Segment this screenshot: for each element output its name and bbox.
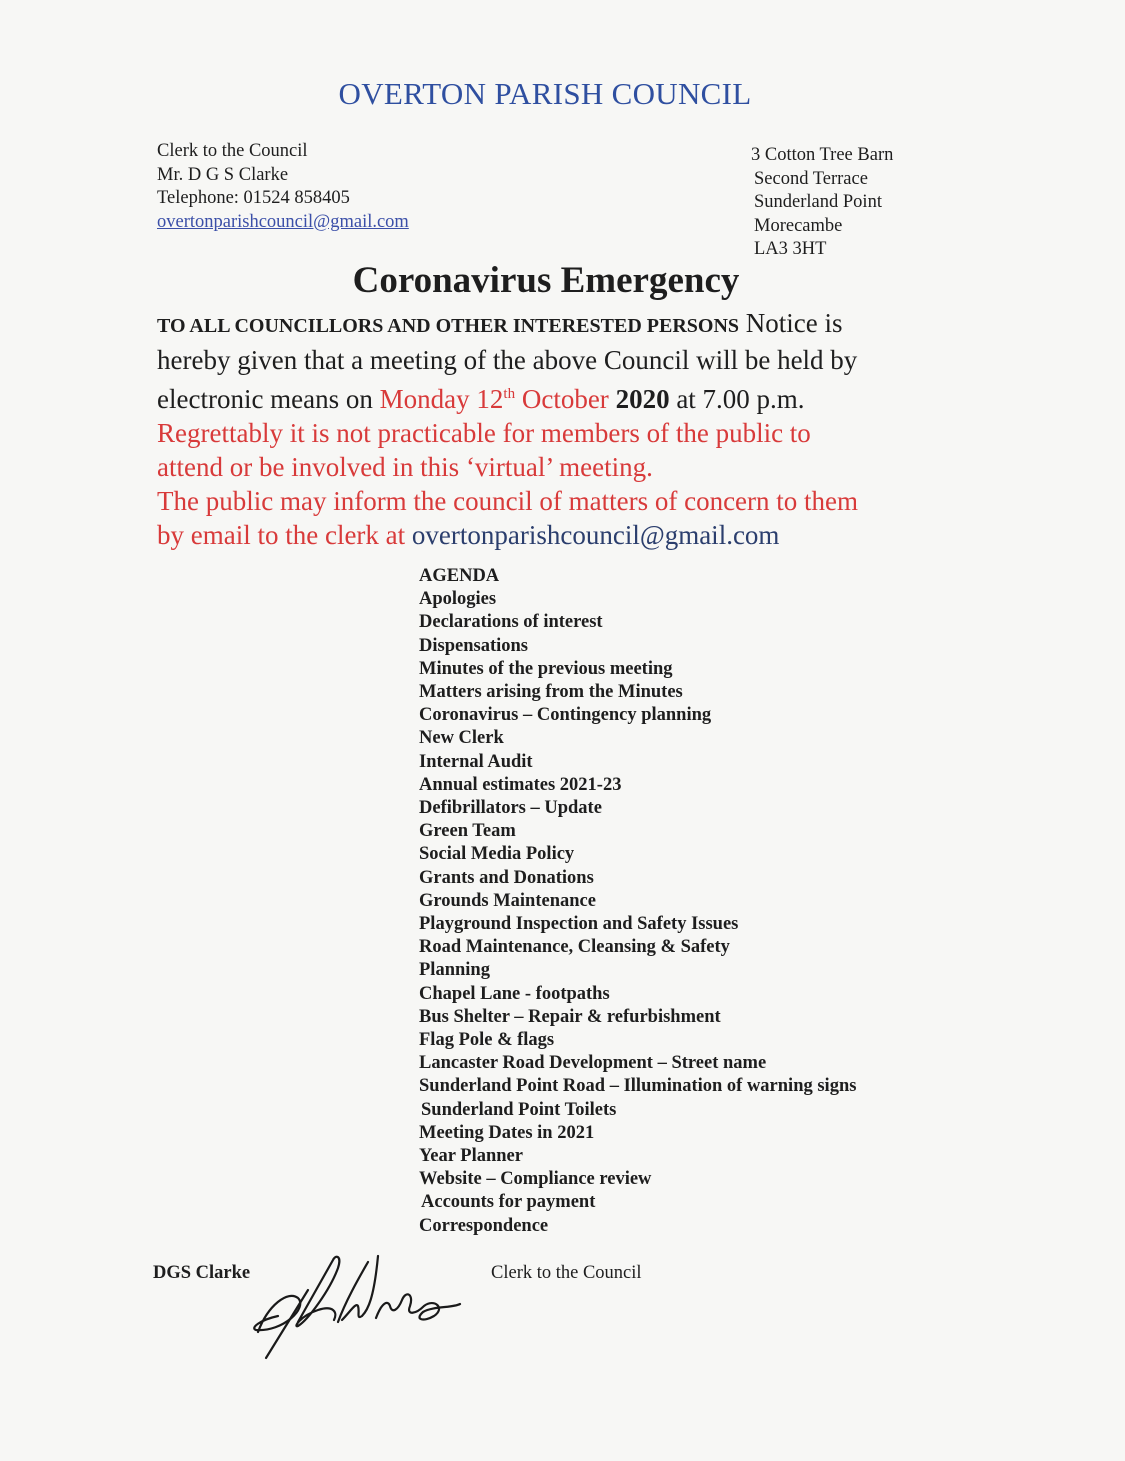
address-line-2: Second Terrace — [754, 168, 868, 189]
agenda-item: Grounds Maintenance — [419, 890, 596, 911]
meeting-notice — [157, 306, 957, 552]
clerk-role: Clerk to the Council — [157, 141, 308, 161]
agenda-item: Sunderland Point Toilets — [421, 1099, 617, 1120]
notice-line-1-tail: Notice is — [739, 308, 843, 338]
agenda-item: Year Planner — [419, 1146, 523, 1167]
notice-public-line-2: attend or be involved in this ‘virtual’ meeting. — [157, 452, 653, 482]
agenda-item: Minutes of the previous meeting — [419, 658, 673, 679]
agenda-item: Social Media Policy — [419, 844, 575, 865]
clerk-telephone: Telephone: 01524 858405 — [157, 188, 350, 208]
agenda-item: Sunderland Point Road – Illumination of warning signs — [419, 1076, 857, 1097]
agenda-item: Apologies — [419, 589, 497, 610]
notice-addressees: TO ALL COUNCILLORS AND OTHER INTERESTED PERSONS — [157, 315, 740, 337]
meeting-time: at 7.00 p.m. — [669, 384, 805, 414]
address-line-4: Morecambe — [754, 215, 843, 236]
agenda-item: Annual estimates 2021-23 — [419, 774, 622, 795]
notice-public-line-4 — [157, 518, 957, 552]
agenda-item: Internal Audit — [419, 751, 533, 772]
agenda-item: Lancaster Road Development – Street name — [419, 1053, 767, 1074]
meeting-date-year: 2020 — [615, 384, 670, 414]
notice-public-line-1: Regrettably it is not practicable for members of the public to — [157, 418, 811, 448]
handwritten-signature — [238, 1250, 468, 1360]
clerk-email-link[interactable]: overtonparishcouncil@gmail.com — [157, 211, 409, 232]
notice-line-2: hereby given that a meeting of the above Council will be held by — [157, 345, 858, 375]
meeting-date-suffix: th — [503, 386, 516, 402]
clerk-contact-block — [157, 140, 409, 234]
notice-line-3 — [157, 377, 957, 416]
notice-public-line-4-start: by email to the clerk at — [157, 520, 412, 550]
agenda-item: Coronavirus – Contingency planning — [419, 705, 712, 726]
notice-email: overtonparishcouncil@gmail.com — [411, 520, 780, 550]
address-line-5: LA3 3HT — [754, 239, 827, 259]
agenda-item: Meeting Dates in 2021 — [419, 1122, 595, 1143]
address-block — [751, 144, 893, 262]
notice-heading: Coronavirus Emergency — [352, 260, 740, 301]
agenda-item: Grants and Donations — [419, 867, 594, 888]
signatory-name: DGS Clarke — [153, 1263, 251, 1283]
agenda-item: Correspondence — [419, 1215, 549, 1236]
clerk-name: Mr. D G S Clarke — [157, 164, 289, 185]
agenda-title: AGENDA — [419, 566, 500, 586]
agenda — [419, 565, 856, 1238]
signatory-role: Clerk to the Council — [491, 1263, 642, 1283]
agenda-item: Declarations of interest — [419, 612, 603, 633]
address-line-3: Sunderland Point — [754, 192, 882, 212]
agenda-item: Green Team — [419, 821, 516, 842]
agenda-item: Accounts for payment — [421, 1192, 596, 1213]
notice-line-3-start: electronic means on — [157, 384, 380, 414]
agenda-item: Matters arising from the Minutes — [419, 682, 683, 703]
agenda-item: Defibrillators – Update — [419, 798, 602, 819]
agenda-item: Dispensations — [419, 635, 528, 656]
notice-line-1 — [157, 306, 957, 343]
address-line-1: 3 Cotton Tree Barn — [751, 145, 894, 165]
meeting-date-day: Monday 12 — [379, 384, 504, 414]
agenda-item: Chapel Lane - footpaths — [419, 983, 610, 1004]
agenda-item: Planning — [419, 960, 490, 981]
agenda-item: New Clerk — [419, 728, 504, 749]
notice-public-line-3: The public may inform the council of matters of concern to them — [157, 486, 859, 516]
agenda-item: Playground Inspection and Safety Issues — [419, 914, 739, 935]
council-title: OVERTON PARISH COUNCIL — [338, 76, 752, 111]
agenda-item: Flag Pole & flags — [419, 1030, 555, 1051]
agenda-item: Road Maintenance, Cleansing & Safety — [419, 937, 730, 958]
agenda-item: Bus Shelter – Repair & refurbishment — [419, 1006, 721, 1027]
meeting-date-month: October — [515, 384, 616, 414]
agenda-item: Website – Compliance review — [419, 1169, 652, 1190]
